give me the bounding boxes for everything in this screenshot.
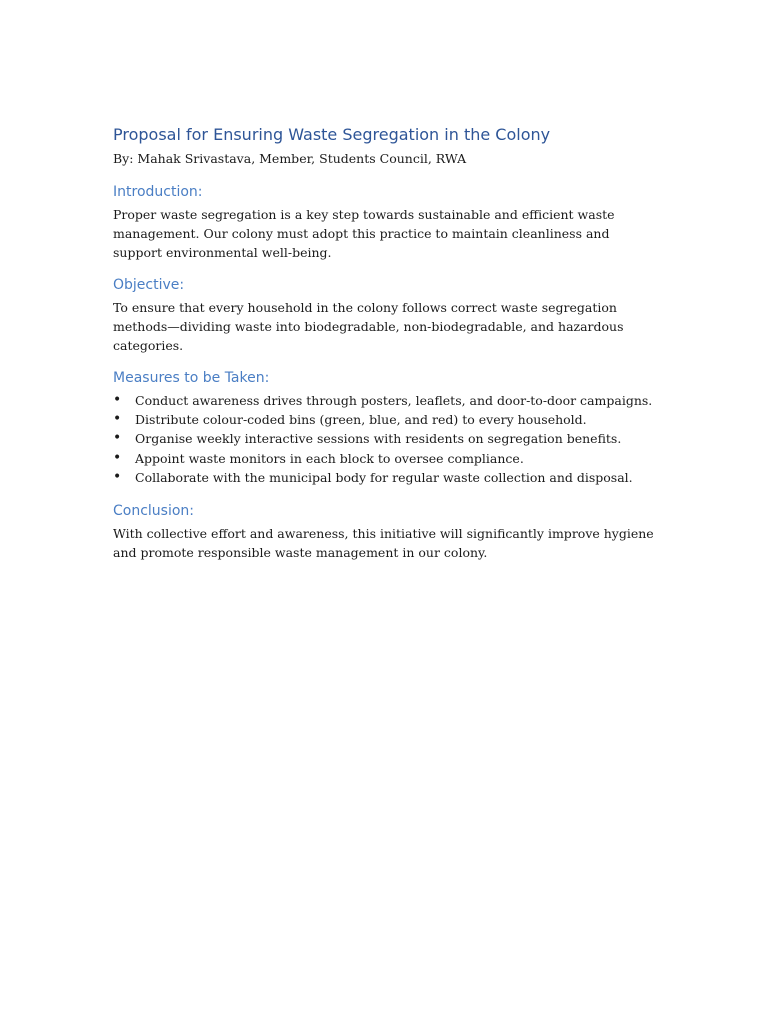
document-page	[113, 124, 658, 575]
measures-heading: Measures to be Taken:	[113, 370, 270, 386]
objective-text: To ensure that every household in the colony follows correct waste segregation methods—dividing waste into biodegradable, non-biodegradable, and hazardous categories.	[113, 300, 624, 353]
measures-list	[113, 391, 658, 487]
objective-heading: Objective:	[113, 277, 185, 293]
bullet-icon: •	[113, 392, 122, 408]
list-item	[113, 468, 658, 487]
bullet-icon: •	[113, 411, 122, 428]
introduction-heading: Introduction:	[113, 184, 203, 200]
conclusion-heading: Conclusion:	[113, 503, 195, 520]
list-item-text: Collaborate with the municipal body for regular waste collection and disposal.	[135, 469, 633, 485]
bullet-icon: •	[113, 468, 122, 485]
list-item	[113, 410, 658, 429]
list-item-text: Appoint waste monitors in each block to oversee compliance.	[135, 450, 524, 466]
introduction-text: Proper waste segregation is a key step towards sustainable and efficient waste management. Our colony must adopt this practice to maintain cleanliness and support environmental well-being.	[113, 207, 615, 260]
list-item	[113, 429, 658, 448]
conclusion-text: With collective effort and awareness, this initiative will significantly improve hygiene and promote responsible waste management in our colony.	[113, 526, 654, 561]
list-item	[113, 449, 658, 468]
list-item-text: Conduct awareness drives through posters, leaflets, and door-to-door campaigns.	[135, 393, 653, 408]
document-byline: By: Mahak Srivastava, Member, Students Council, RWA	[113, 151, 467, 166]
document-title: Proposal for Ensuring Waste Segregation in the Colony	[113, 125, 551, 144]
list-item-text: Organise weekly interactive sessions with residents on segregation benefits.	[135, 431, 622, 447]
bullet-icon: •	[113, 430, 122, 447]
bullet-icon: •	[113, 449, 122, 466]
list-item-text: Distribute colour-coded bins (green, blue, and red) to every household.	[135, 412, 587, 428]
list-item	[113, 391, 658, 410]
